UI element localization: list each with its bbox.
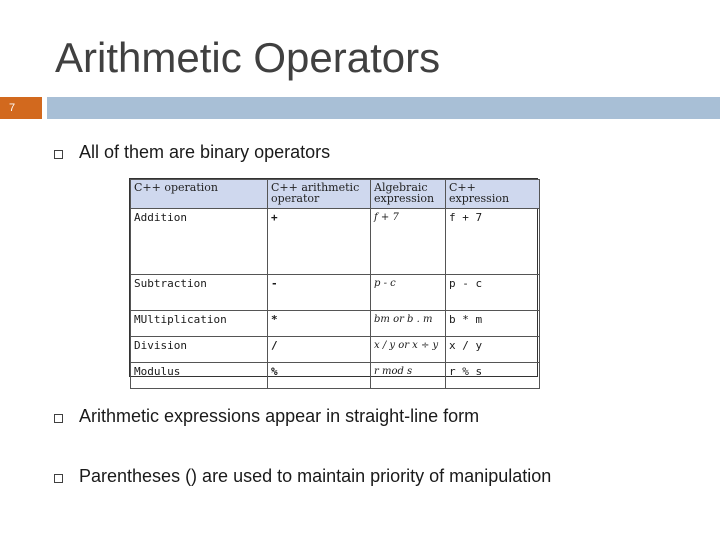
table-cell: Subtraction <box>131 275 268 311</box>
table-cell: x / y <box>446 337 540 363</box>
table-cell: / <box>268 337 371 363</box>
table-cell: + <box>268 209 371 275</box>
table-cell: x / y or x ÷ y <box>371 337 446 363</box>
table-cell: r % s <box>446 363 540 389</box>
bullet-item <box>54 466 551 487</box>
table-cell: Division <box>131 337 268 363</box>
table-header: C++ operation <box>131 180 268 209</box>
square-bullet-icon <box>54 414 63 423</box>
table-header: Algebraic expression <box>371 180 446 209</box>
table-cell: f + 7 <box>446 209 540 275</box>
table-cell: b * m <box>446 311 540 337</box>
bullet-item <box>54 142 330 163</box>
square-bullet-icon <box>54 474 63 483</box>
bullet-text: Arithmetic expressions appear in straight-line form <box>79 406 480 426</box>
table-cell: p - c <box>446 275 540 311</box>
bullet-text: All of them are binary operators <box>79 142 331 162</box>
table-row <box>131 209 540 275</box>
bullet-item <box>54 406 479 427</box>
table-cell: - <box>268 275 371 311</box>
table-cell: MUltiplication <box>131 311 268 337</box>
slide-number: 7 <box>0 97 42 119</box>
table-cell: % <box>268 363 371 389</box>
table-cell: Addition <box>131 209 268 275</box>
operators-table <box>129 178 538 377</box>
table-cell: p - c <box>371 275 446 311</box>
table-header: C++ arithmetic operator <box>268 180 371 209</box>
header-bar <box>47 97 720 119</box>
table-row <box>131 363 540 389</box>
table-row <box>131 275 540 311</box>
table-cell: * <box>268 311 371 337</box>
table-cell: f + 7 <box>371 209 446 275</box>
table-cell: Modulus <box>131 363 268 389</box>
table-row <box>131 311 540 337</box>
bullet-text: Parentheses () are used to maintain priority of manipulation <box>79 466 552 486</box>
table-cell: bm or b . m <box>371 311 446 337</box>
table-cell: r mod s <box>371 363 446 389</box>
square-bullet-icon <box>54 150 63 159</box>
slide-title: Arithmetic Operators <box>55 34 441 81</box>
table-row <box>131 337 540 363</box>
table-header: C++ expression <box>446 180 540 209</box>
